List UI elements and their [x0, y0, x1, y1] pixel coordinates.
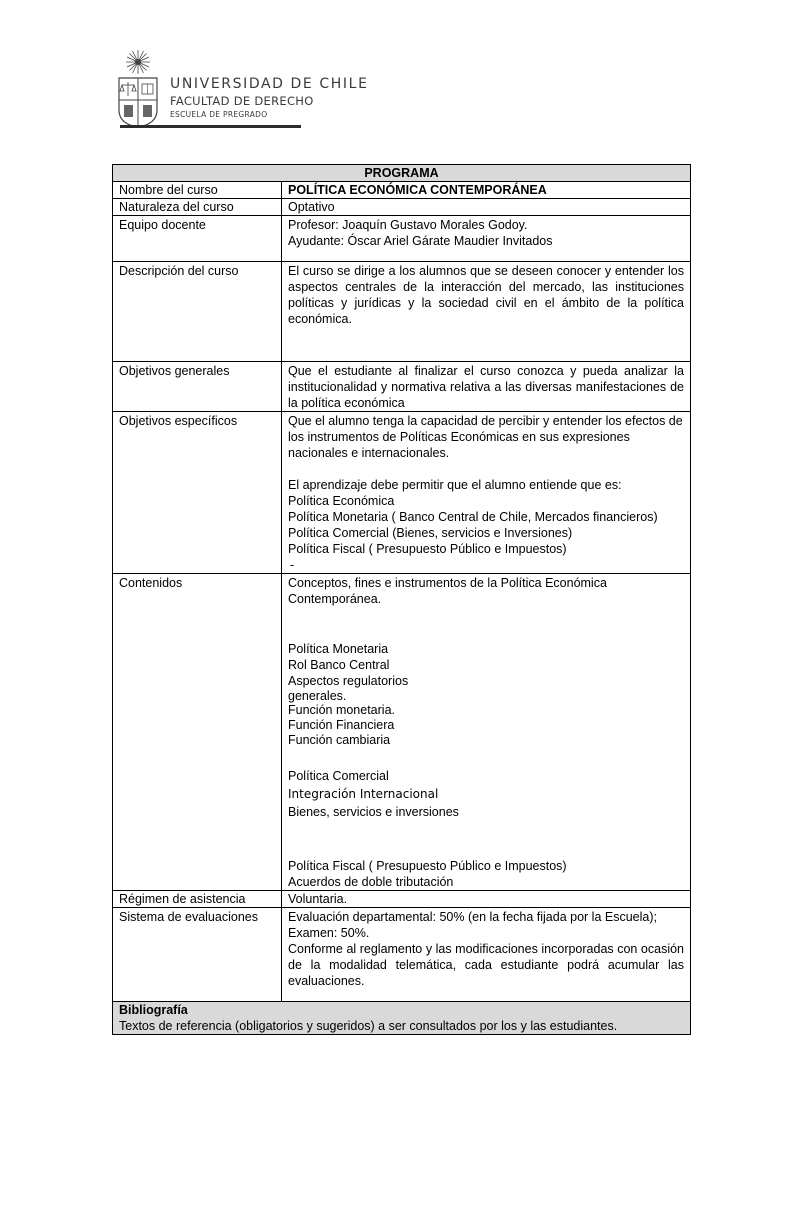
spacer	[288, 820, 684, 858]
spacer	[288, 461, 684, 477]
list-item: Aspectos regulatorios	[288, 674, 409, 688]
obj-especificos-lead: El aprendizaje debe permitir que el alumno entiende que es:	[288, 478, 622, 492]
row-regimen	[113, 891, 691, 908]
faculty-name: FACULTAD DE DERECHO	[170, 94, 314, 108]
row-obj-generales	[113, 362, 691, 412]
obj-especificos-intro: Que el alumno tenga la capacidad de percibir y entender los efectos de los instrumentos de Políticas Económicas en sus expresiones nacionales e internacionales.	[288, 414, 683, 460]
value-contenidos	[282, 574, 691, 891]
value-naturaleza: Optativo	[282, 199, 691, 216]
list-item: Función monetaria.	[288, 703, 396, 717]
row-contenidos	[113, 574, 691, 891]
label-equipo: Equipo docente	[113, 216, 282, 262]
contenidos-intro: Conceptos, fines e instrumentos de la Política Económica Contemporánea.	[288, 576, 607, 606]
institution-name-block	[170, 76, 369, 120]
spacer	[288, 607, 684, 623]
header-rule	[120, 125, 301, 128]
value-evaluaciones	[282, 908, 691, 1002]
list-item: Política Monetaria ( Banco Central de Chile, Mercados financieros)	[288, 510, 658, 524]
list-item: Integración Internacional	[288, 787, 439, 801]
school-name: ESCUELA DE PREGRADO	[170, 110, 268, 119]
equipo-profesor: Profesor: Joaquín Gustavo Morales Godoy.	[288, 218, 528, 232]
value-equipo	[282, 216, 691, 262]
label-obj-especificos: Objetivos específicos	[113, 412, 282, 574]
list-item: Política Comercial	[288, 769, 389, 783]
list-item: -	[290, 558, 295, 572]
row-equipo	[113, 216, 691, 262]
row-nombre	[113, 182, 691, 199]
list-item: Función Financiera	[288, 718, 395, 732]
equipo-ayudante: Ayudante: Óscar Ariel Gárate Maudier Invitados	[288, 234, 553, 248]
row-naturaleza	[113, 199, 691, 216]
label-descripcion: Descripción del curso	[113, 262, 282, 362]
row-obj-especificos	[113, 412, 691, 574]
row-evaluaciones	[113, 908, 691, 1002]
list-item: generales.	[288, 689, 347, 703]
value-obj-especificos	[282, 412, 691, 574]
row-bibliografia	[113, 1002, 691, 1035]
list-item: Política Monetaria	[288, 642, 389, 656]
bibliografia-text: Textos de referencia (obligatorios y sugeridos) a ser consultados por los y las estudiantes.	[119, 1019, 618, 1033]
list-item: Rol Banco Central	[288, 658, 390, 672]
list-item: Política Fiscal ( Presupuesto Público e Impuestos)	[288, 859, 567, 873]
label-obj-generales: Objetivos generales	[113, 362, 282, 412]
value-obj-generales: Que el estudiante al finalizar el curso conozca y pueda analizar la institucionalidad y normativa relativa a las diversas manifestaciones de la política económica	[282, 362, 691, 412]
evaluaciones-line2: Examen: 50%.	[288, 926, 370, 940]
list-item: Política Fiscal ( Presupuesto Público e Impuestos)	[288, 542, 567, 556]
list-item: Política Económica	[288, 494, 395, 508]
evaluaciones-line1: Evaluación departamental: 50% (en la fecha fijada por la Escuela);	[288, 910, 657, 924]
label-contenidos: Contenidos	[113, 574, 282, 891]
table-title: PROGRAMA	[113, 165, 691, 182]
evaluaciones-text: Conforme al reglamento y las modificaciones incorporadas con ocasión de la modalidad telemática, cada estudiante podrá acumular las evaluaciones.	[288, 942, 684, 988]
list-item: Bienes, servicios e inversiones	[288, 805, 459, 819]
program-table	[112, 164, 691, 1035]
bibliografia-cell	[113, 1002, 691, 1035]
label-evaluaciones: Sistema de evaluaciones	[113, 908, 282, 1002]
spacer	[288, 748, 684, 768]
label-regimen: Régimen de asistencia	[113, 891, 282, 908]
value-regimen: Voluntaria.	[282, 891, 691, 908]
label-nombre: Nombre del curso	[113, 182, 282, 199]
university-crest-icon	[115, 48, 161, 128]
value-nombre: POLÍTICA ECONÓMICA CONTEMPORÁNEA	[282, 182, 691, 199]
university-name: UNIVERSIDAD DE CHILE	[170, 76, 369, 92]
institution-header	[115, 48, 375, 133]
spacer	[288, 623, 684, 641]
bibliografia-label: Bibliografía	[119, 1003, 188, 1017]
list-item: Función cambiaria	[288, 733, 391, 747]
table-title-row	[113, 165, 691, 182]
label-naturaleza: Naturaleza del curso	[113, 199, 282, 216]
row-descripcion	[113, 262, 691, 362]
list-item: Política Comercial (Bienes, servicios e Inversiones)	[288, 526, 573, 540]
value-descripcion: El curso se dirige a los alumnos que se deseen conocer y entender los aspectos centrales de la interacción del mercado, las instituciones políticas y jurídicas y la sociedad civil en el ámbito de la política económica.	[282, 262, 691, 362]
list-item: Acuerdos de doble tributación	[288, 875, 454, 889]
